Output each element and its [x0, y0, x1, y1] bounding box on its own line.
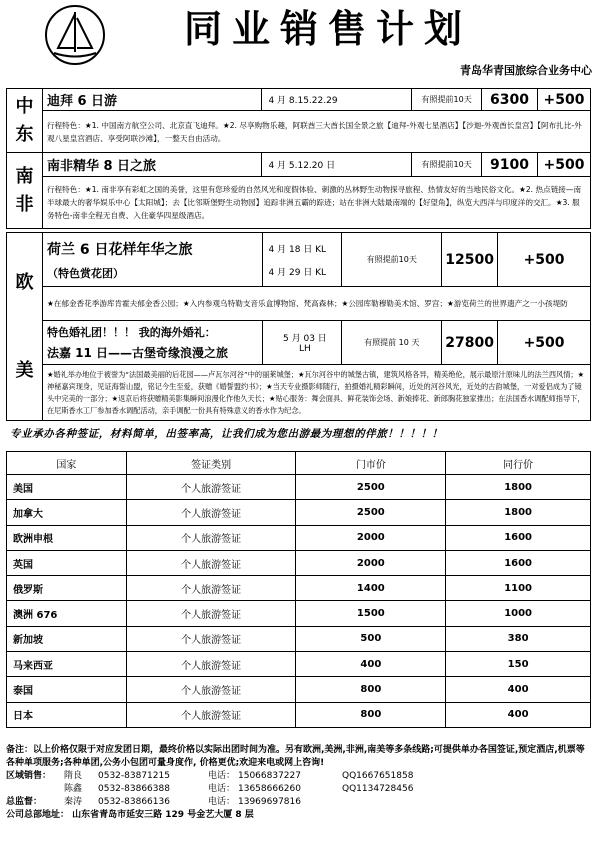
table-row: [7, 576, 591, 601]
supervisor-name: 秦涛: [64, 797, 83, 807]
product-price: 27800: [442, 321, 498, 365]
contact-qq: QQ1667651858: [342, 771, 414, 781]
contact-phone: 0532-83866388: [98, 784, 170, 794]
trade-price: 1600: [446, 550, 591, 575]
product-date: 4 月 29 日 KL: [268, 267, 327, 278]
company-address: 公司总部地址： 山东省青岛市延安三路 129 号金艺大厦 8 层: [6, 810, 254, 820]
supervisor-row: [6, 796, 591, 809]
product-table-upper: [6, 88, 591, 229]
product-description: 行程特色：★1. 南非享有彩虹之国的美誉，这里有您珍爱的自然风光和度假体验、刺激的丛林野生动物探寻旅程、热情友好的当地民俗文化。★2. 热点链接—南半球最大的奢华娱乐中心【太阳城】；去【比邻斯堡野生动物园】追踪非洲五霸的踪迹；站在非洲大陆最南端的【好望角】，纵览大西洋与印度洋的交汇。★3. 服务特色-南非全程无自费、入住豪华四星级酒店。: [42, 177, 590, 229]
visa-price-table: [6, 451, 591, 728]
product-name: 迪拜 6 日游: [42, 89, 261, 111]
supervisor-mobile: 13969697816: [238, 797, 301, 807]
visa-country: 美国: [7, 475, 127, 500]
visa-country: 马来西亚: [7, 652, 127, 677]
product-name: 南非精华 8 日之旅: [42, 153, 261, 177]
product-date: 4 月 18 日 KL: [268, 244, 327, 255]
contact-name: 隋良: [64, 771, 83, 781]
column-header: 国家: [7, 452, 127, 475]
product-airline: LH: [299, 344, 311, 354]
trade-price: 400: [446, 677, 591, 702]
trade-price: 1600: [446, 525, 591, 550]
column-header: 门市价: [296, 452, 446, 475]
tel-label: 电话：: [208, 797, 236, 807]
contact-row: [6, 783, 591, 796]
product-date-cell: [262, 233, 342, 287]
product-surcharge: +500: [498, 233, 591, 287]
table-row: [7, 702, 591, 727]
table-header-row: [7, 452, 591, 475]
product-subname: 法嘉 11 日——古堡奇缘浪漫之旅: [46, 346, 229, 360]
footer: [6, 744, 591, 822]
product-note: 有照提前10天: [412, 89, 482, 111]
visa-country: 澳洲 676: [7, 601, 127, 626]
visa-country: 欧洲申根: [7, 525, 127, 550]
product-price: 9100: [482, 153, 538, 177]
product-note: 有照提前10天: [412, 153, 482, 177]
visa-type: 个人旅游签证: [126, 500, 296, 525]
product-date-cell: [262, 321, 342, 365]
trade-price: 1800: [446, 475, 591, 500]
visa-country: 日本: [7, 702, 127, 727]
trade-price: 1000: [446, 601, 591, 626]
table-row: [7, 475, 591, 500]
product-date: 5 月 03 日: [283, 334, 327, 344]
contact-name: 陈鑫: [64, 784, 83, 794]
table-row: [7, 601, 591, 626]
page-title: 同业销售计划: [183, 7, 472, 51]
region-europe: 欧: [15, 271, 34, 293]
product-name: 荷兰 6 日花样年华之旅: [46, 242, 193, 258]
product-description: 行程特色：★1. 中国南方航空公司、北京直飞迪拜。★2. 尽享购物乐趣，阿联酋三大酋长国全景之旅【迪拜-外观七星酒店】【沙迦-外观酋长皇宫】【阿布扎比-外观八星皇宫酒店、享受阿联沙滩】，一整天自由活动。: [42, 111, 590, 153]
contact-mobile: 13658666260: [238, 784, 301, 794]
visa-type: 个人旅游签证: [126, 576, 296, 601]
supervisor-label: 总监督：: [6, 797, 43, 807]
region-europe-america: [7, 233, 43, 421]
visa-country: 俄罗斯: [7, 576, 127, 601]
retail-price: 1400: [296, 576, 446, 601]
visa-country: 加拿大: [7, 500, 127, 525]
contact-row: [6, 770, 591, 783]
table-row: [7, 677, 591, 702]
product-name-cell: [42, 321, 262, 365]
visa-type: 个人旅游签证: [126, 702, 296, 727]
retail-price: 800: [296, 702, 446, 727]
retail-price: 2000: [296, 550, 446, 575]
retail-price: 800: [296, 677, 446, 702]
visa-country: 新加坡: [7, 626, 127, 651]
product-surcharge: +500: [498, 321, 591, 365]
visa-type: 个人旅游签证: [126, 475, 296, 500]
contacts-label: 区域销售：: [6, 771, 52, 781]
region-america: 美: [15, 359, 34, 381]
trade-price: 150: [446, 652, 591, 677]
tel-label: 电话：: [208, 771, 236, 781]
tel-label: 电话：: [208, 784, 236, 794]
trade-price: 1100: [446, 576, 591, 601]
table-row: [7, 652, 591, 677]
retail-price: 2500: [296, 475, 446, 500]
retail-price: 2500: [296, 500, 446, 525]
visa-type: 个人旅游签证: [126, 626, 296, 651]
product-note: 有照提前10天: [342, 233, 442, 287]
region-mideast: 中东: [7, 89, 43, 153]
column-header: 签证类别: [126, 452, 296, 475]
table-row: [7, 626, 591, 651]
retail-price: 2000: [296, 525, 446, 550]
product-surcharge: +500: [537, 89, 590, 111]
visa-type: 个人旅游签证: [126, 525, 296, 550]
trade-price: 1800: [446, 500, 591, 525]
trade-price: 400: [446, 702, 591, 727]
product-table-lower: [6, 232, 591, 421]
contact-mobile: 15066837227: [238, 771, 301, 781]
product-name-cell: [42, 233, 262, 287]
contact-qq: QQ1134728456: [342, 784, 414, 794]
supervisor-phone: 0532-83866136: [98, 797, 170, 807]
visa-country: 英国: [7, 550, 127, 575]
visa-type: 个人旅游签证: [126, 652, 296, 677]
retail-price: 400: [296, 652, 446, 677]
product-description: ★在郁金香花季游库肯霍夫郁金香公园；★入内参观乌特勒支音乐盒博物馆、梵高森林；★公园库勒穆勒美术馆、罗宫；★游览荷兰的世界遗产之一小孩堤防: [42, 287, 590, 321]
footer-note: 备注：以上价格仅限于对应发团日期，最终价格以实际出团时间为准。另有欧洲,美洲,非洲,南美等多条线路;可提供单办各国签证,预定酒店,机票等各种单项服务;各种单团,公务小包团可量身度作, 价格更优;欢迎来电或网上咨询!: [6, 745, 585, 768]
product-name: 特色婚礼团！！！ 我的海外婚礼：: [46, 326, 216, 339]
product-price: 12500: [442, 233, 498, 287]
table-row: [7, 550, 591, 575]
retail-price: 500: [296, 626, 446, 651]
visa-type: 个人旅游签证: [126, 677, 296, 702]
company-logo-icon: [44, 4, 106, 66]
visa-type: 个人旅游签证: [126, 550, 296, 575]
product-date: 4 月 8.15.22.29: [262, 89, 412, 111]
trade-price: 380: [446, 626, 591, 651]
product-note: 有照提前 10 天: [342, 321, 442, 365]
product-surcharge: +500: [537, 153, 590, 177]
region-southafrica: 南非: [7, 153, 43, 229]
table-row: [7, 500, 591, 525]
product-subname: （特色赏花团）: [46, 267, 124, 280]
visa-banner: 专业承办各种签证，材料简单，出签率高，让我们成为您出游最为理想的伴旅！！！！！: [10, 428, 443, 440]
contact-phone: 0532-83871215: [98, 771, 170, 781]
product-price: 6300: [482, 89, 538, 111]
table-row: [7, 525, 591, 550]
product-date: 4 月 5.12.20 日: [262, 153, 412, 177]
visa-country: 泰国: [7, 677, 127, 702]
page-subtitle: 青岛华青国旅综合业务中心: [460, 64, 592, 77]
product-description: ★婚礼举办地位于被誉为“法国最美丽的后花园——卢瓦尔河谷”中的丽莱城堡；★瓦尔河谷中的城堡古镇，建筑风格各异，精美绝伦，展示最原汁原味儿的法兰西风情；★神秘嘉宾现身，见证海誓山盟，铭记今生至爱，获赠《婚誓盟约书》；★当天专业摄影师随行，拍摄婚礼精彩瞬间，近处的河谷风光，近处的古韵城堡，一对爱侣成为了镜头中完美的一部分；★返京后将获赠精美影集瞬间浪漫化作他久天长；★贴心服务：舞会面具、鲜花装饰会场、新娘捧花、新郎胸花独家推出；在法国香水调配师指导下，在尼斯香水工厂参加香水调配活动，亲手调配一份具有特殊意义的香水作为纪念。: [42, 365, 590, 421]
visa-type: 个人旅游签证: [126, 601, 296, 626]
column-header: 同行价: [446, 452, 591, 475]
retail-price: 1500: [296, 601, 446, 626]
